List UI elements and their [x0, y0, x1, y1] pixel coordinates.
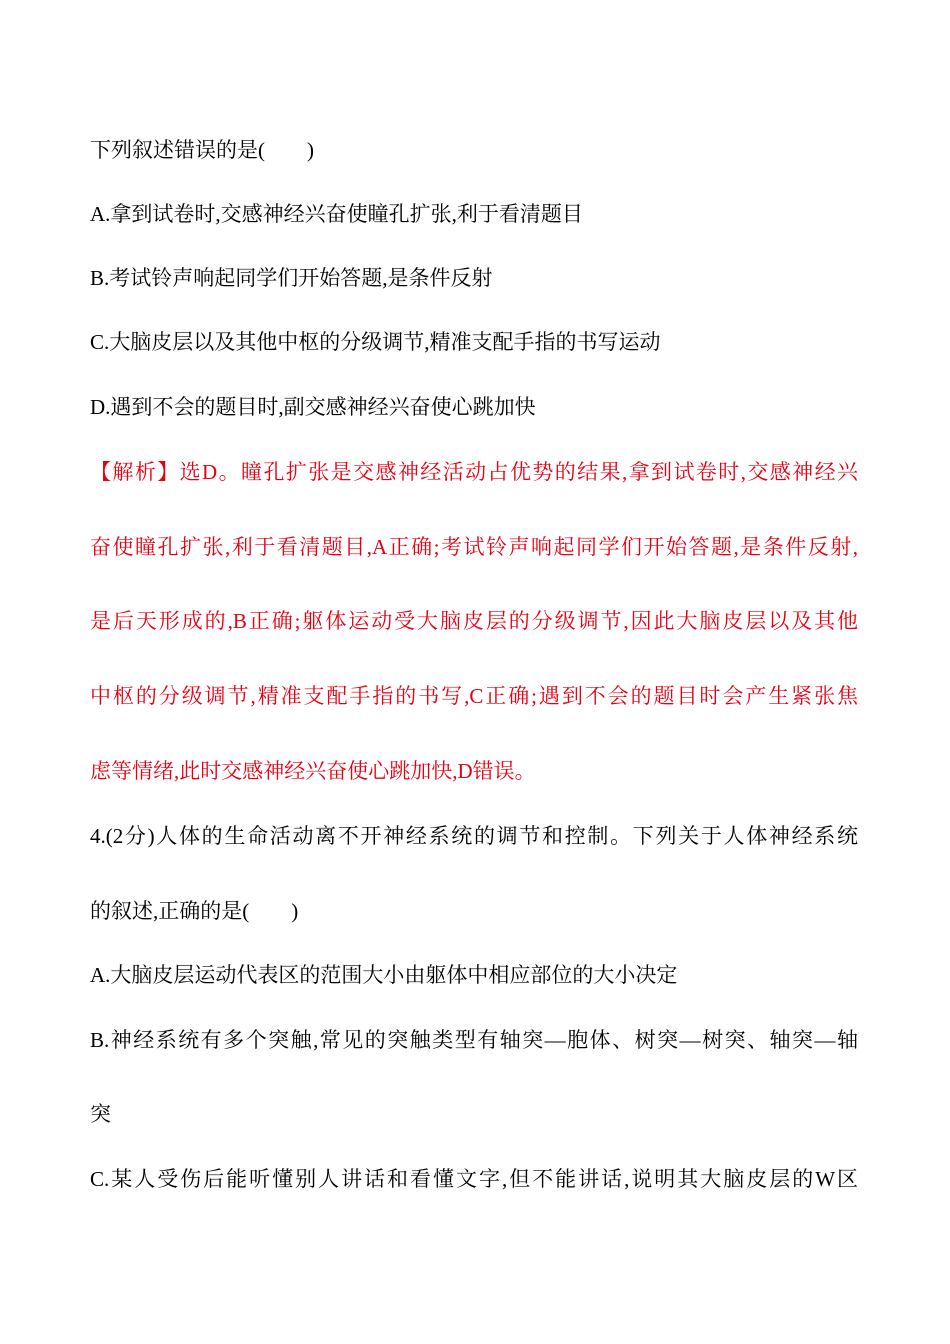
question-3-option-c: C.大脑皮层以及其他中枢的分级调节,精准支配手指的书写运动: [90, 330, 661, 354]
analysis-line-4: 中枢的分级调节,精准支配手指的书写,C正确;遇到不会的题目时会产生紧张焦: [90, 684, 858, 708]
question-3-option-b: B.考试铃声响起同学们开始答题,是条件反射: [90, 266, 493, 290]
question-4-option-b-line-2: 突: [90, 1102, 111, 1126]
analysis-line-1: 【解析】选D。瞳孔扩张是交感神经活动占优势的结果,拿到试卷时,交感神经兴: [90, 460, 858, 484]
question-4-option-b-line-1: B.神经系统有多个突触,常见的突触类型有轴突—胞体、树突—树突、轴突—轴: [90, 1028, 858, 1052]
analysis-line-5: 虑等情绪,此时交感神经兴奋使心跳加快,D错误。: [90, 759, 536, 783]
question-3-stem: 下列叙述错误的是( ): [90, 138, 314, 162]
question-4-stem-line-2: 的叙述,正确的是( ): [90, 899, 299, 923]
question-3-option-a: A.拿到试卷时,交感神经兴奋使瞳孔扩张,利于看清题目: [90, 202, 583, 226]
question-3-option-d: D.遇到不会的题目时,副交感神经兴奋使心跳加快: [90, 395, 536, 419]
analysis-line-2: 奋使瞳孔扩张,利于看清题目,A正确;考试铃声响起同学们开始答题,是条件反射,: [90, 535, 858, 559]
question-4-stem-line-1: 4.(2分)人体的生命活动离不开神经系统的调节和控制。下列关于人体神经系统: [90, 824, 858, 848]
question-4-option-a: A.大脑皮层运动代表区的范围大小由躯体中相应部位的大小决定: [90, 963, 678, 987]
analysis-line-3: 是后天形成的,B正确;躯体运动受大脑皮层的分级调节,因此大脑皮层以及其他: [90, 609, 858, 633]
question-4-option-c: C.某人受伤后能听懂别人讲话和看懂文字,但不能讲话,说明其大脑皮层的W区: [90, 1167, 858, 1191]
